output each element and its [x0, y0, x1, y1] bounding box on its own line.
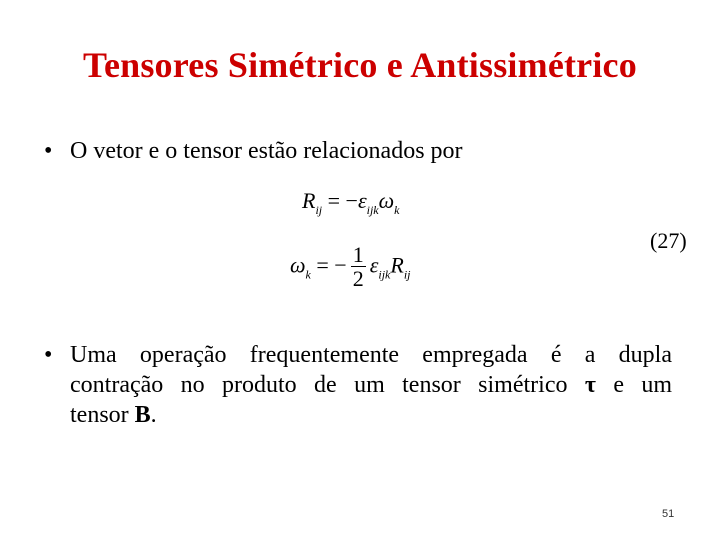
eq2-fraction	[351, 244, 366, 291]
eq2-numerator: 1	[352, 242, 364, 267]
eq2-r-sub: ij	[403, 267, 411, 282]
eq1-epsilon-sub: ijk	[366, 203, 379, 217]
equation-r-from-omega	[302, 188, 400, 218]
eq2-epsilon-sub: ijk	[378, 267, 391, 282]
eq2-operator: = −	[316, 252, 347, 278]
bullet-line-2-end: e um	[613, 372, 673, 398]
page-number: 51	[662, 508, 675, 520]
eq1-epsilon: ε	[357, 188, 367, 213]
eq2-r: R	[390, 252, 404, 278]
equation-number: (27)	[650, 228, 687, 253]
bullet-text: O vetor e o tensor estão relacionados por	[70, 138, 463, 164]
bullet-line-3-text: tensor	[70, 402, 129, 428]
eq2-lhs: ω	[290, 252, 306, 278]
bullet-marker: •	[44, 342, 53, 368]
bullet-line-3-end: .	[150, 402, 157, 428]
eq2-denominator: 2	[352, 266, 364, 291]
bullet-marker: •	[44, 138, 53, 164]
bullet-line-3	[70, 400, 672, 430]
tau-symbol: τ	[584, 372, 596, 398]
slide-title: Tensores Simétrico e Antissimétrico	[83, 45, 637, 85]
eq1-omega-sub: k	[394, 203, 400, 217]
eq1-lhs-sub: ij	[315, 203, 323, 217]
eq2-lhs-sub: k	[305, 267, 311, 282]
bullet-line-1: Uma operação frequentemente empregada é a dupla	[70, 342, 672, 368]
b-symbol: B	[134, 402, 151, 428]
eq1-operator: = −	[327, 188, 358, 213]
eq2-epsilon: ε	[369, 252, 379, 278]
bullet-line-2	[70, 370, 672, 400]
equation-omega-from-r	[290, 244, 411, 291]
eq1-lhs: R	[302, 188, 316, 213]
bullet-item-double-contraction	[44, 340, 672, 436]
bullet-line-2-text: contração no produto de um tensor simétrico	[70, 372, 568, 398]
eq1-omega: ω	[378, 188, 395, 213]
bullet-paragraph	[70, 340, 672, 430]
